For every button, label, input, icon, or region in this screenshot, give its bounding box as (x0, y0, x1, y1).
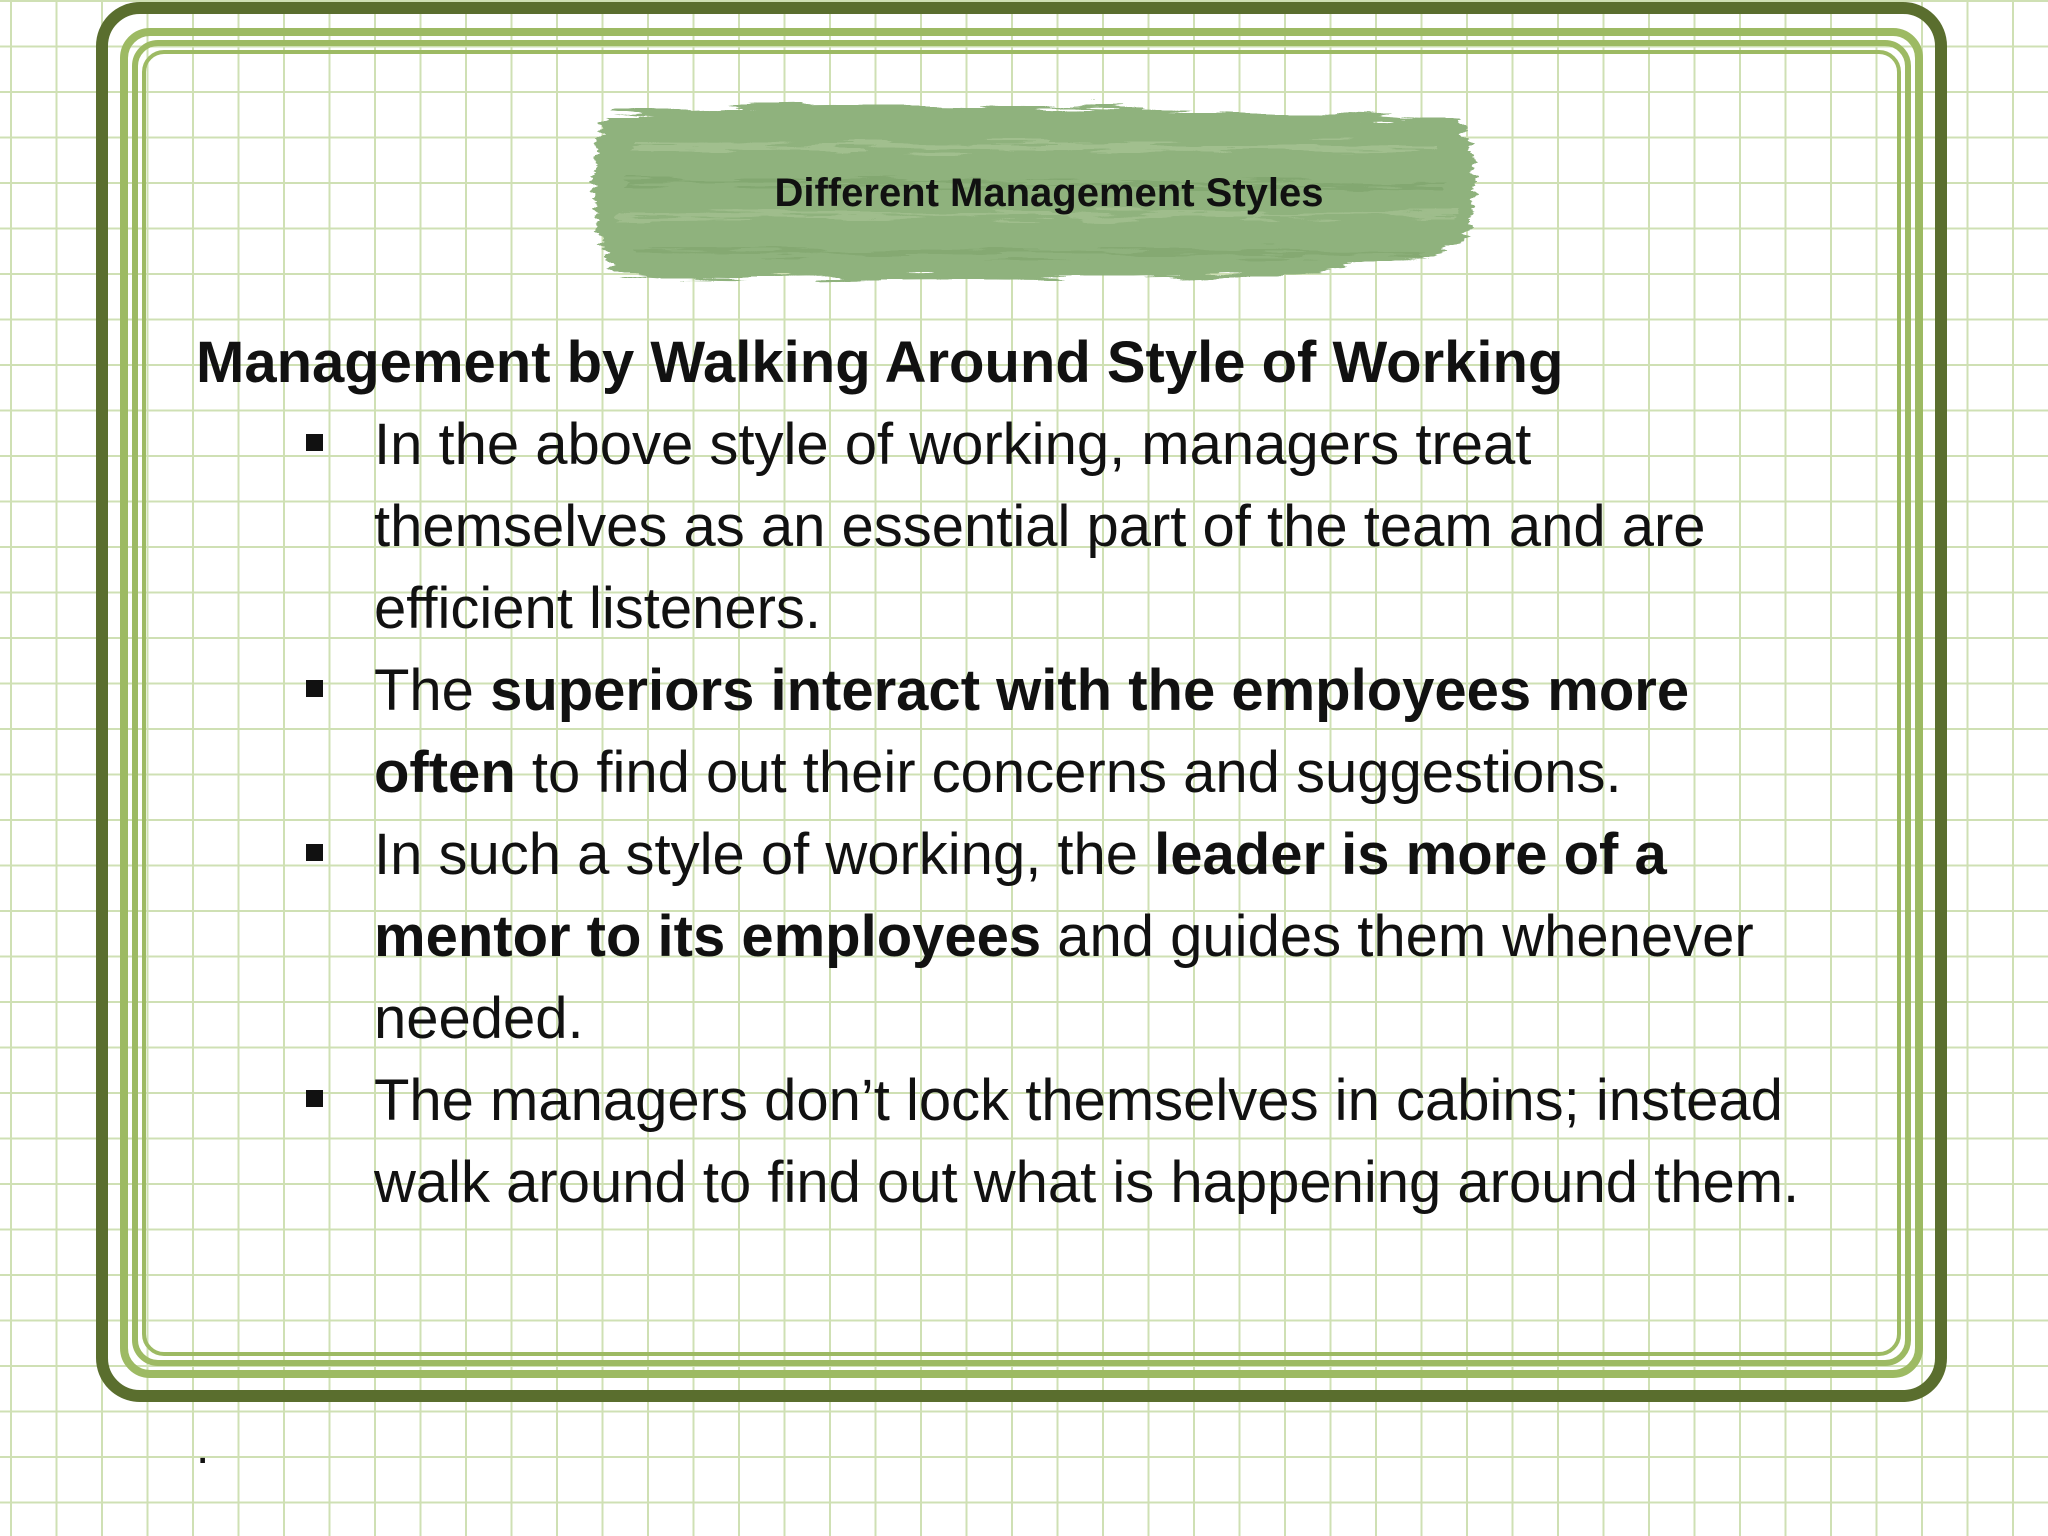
square-bullet-icon (306, 434, 323, 451)
bullet-item: In the above style of working, managers treat themselves as an essential part of the team and are efficient listeners. (196, 404, 1836, 650)
square-bullet-icon (306, 844, 323, 861)
bullet-item: The superiors interact with the employees more often to find out their concerns and suggestions. (196, 650, 1836, 814)
square-bullet-icon (306, 680, 323, 697)
bullet-list (196, 404, 1836, 1224)
slide-content (196, 322, 1836, 1224)
footer-mark: . (196, 1421, 210, 1474)
bullet-item: In such a style of working, the leader is more of a mentor to its employees and guides them whenever needed. (196, 814, 1836, 1060)
section-heading: Management by Walking Around Style of Working (196, 330, 1564, 395)
slide-title: Different Management Styles (774, 171, 1324, 215)
bullet-item: The managers don’t lock themselves in cabins; instead walk around to find out what is happening around them. (196, 1060, 1836, 1224)
square-bullet-icon (306, 1090, 323, 1107)
